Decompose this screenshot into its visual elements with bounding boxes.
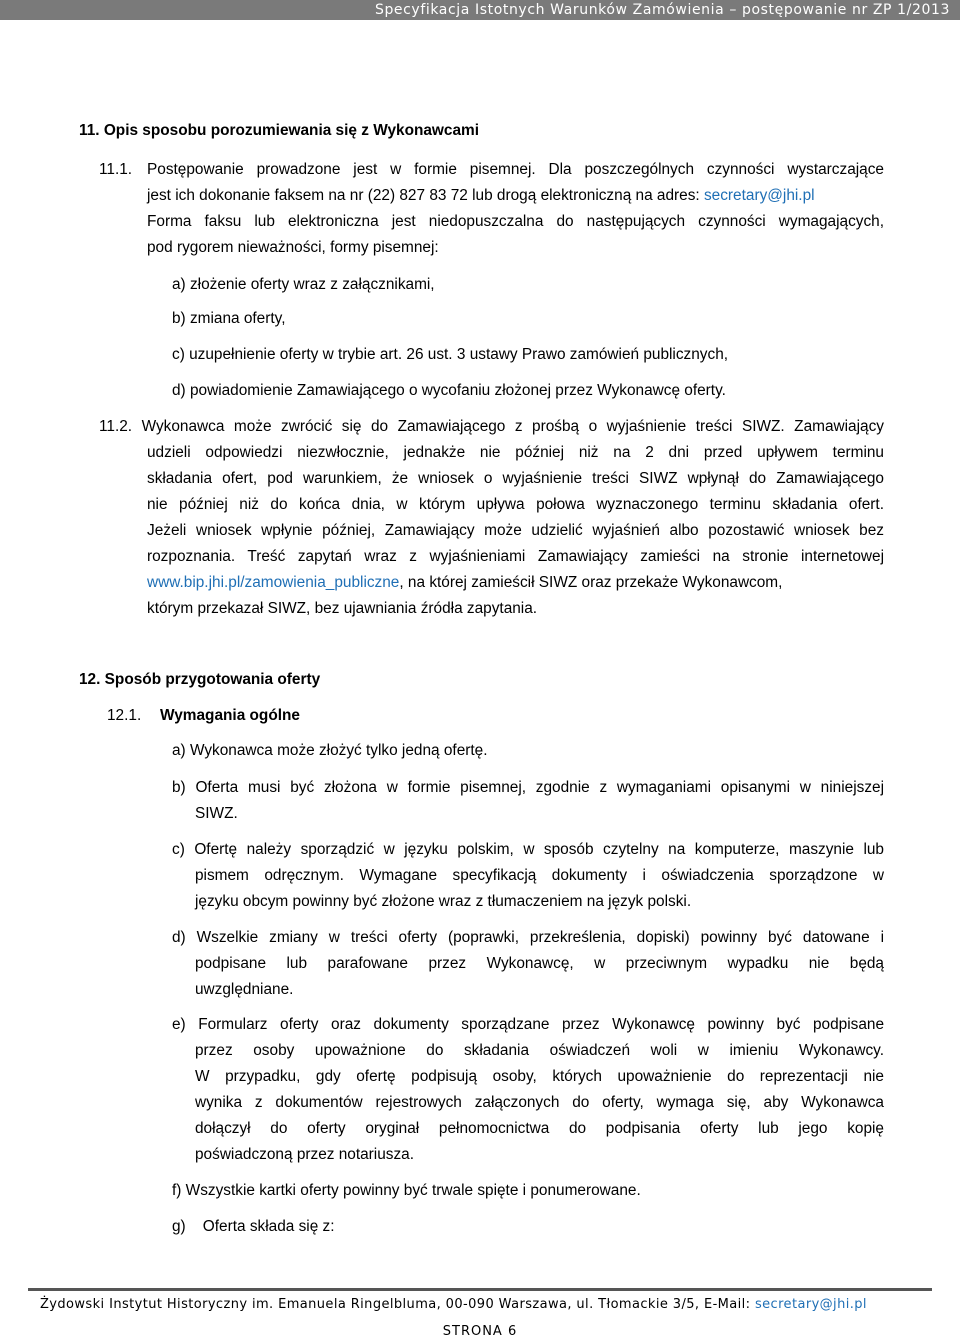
footer-email-link[interactable]: secretary@jhi.pl — [754, 1297, 867, 1312]
list-item-cont: pismem odręcznym. Wymagane specyfikacją dokumenty i oświadczenia sporządzone w — [195, 867, 884, 884]
bip-link[interactable]: www.bip.jhi.pl/zamowienia_publiczne — [147, 574, 400, 591]
list-item: d) powiadomienie Zamawiającego o wycofaniu złożonej przez Wykonawcę oferty. — [172, 382, 726, 399]
list-item-cont: uwzględniane. — [195, 981, 294, 998]
list-item: a) Wykonawca może złożyć tylko jedną ofertę. — [172, 742, 488, 759]
list-item: d) Wszelkie zmiany w treści oferty (poprawki, przekreślenia, dopiski) powinny być datowane i — [172, 929, 884, 946]
para-text: , na której zamieścił SIWZ oraz przekaże Wykonawcom, — [399, 574, 783, 591]
list-item-cont: przez osoby upoważnione do składania oświadczeń woli w imieniu Wykonawcy. — [195, 1042, 884, 1059]
footer-divider — [28, 1288, 932, 1291]
para-text: jest ich dokonanie faksem na nr (22) 827 83 72 lub drogą elektroniczną na adres: — [147, 187, 704, 204]
para-11-1-line: pod rygorem nieważności, formy pisemnej: — [147, 239, 439, 256]
section-11-heading: 11. Opis sposobu porozumiewania się z Wykonawcami — [79, 122, 479, 139]
list-item-cont: poświadczoną przez notariusza. — [195, 1146, 415, 1163]
list-item-cont: dołączył do oferty oryginał pełnomocnictwa do podpisania oferty lub jego kopię — [195, 1120, 884, 1137]
para-11-2-line: udzieli odpowiedzi niezwłocznie, jednakże nie później niż na 2 dni przed upływem terminu — [147, 444, 884, 461]
para-11-2-line: 11.2. Wykonawca może zwrócić się do Zamawiającego z prośbą o wyjaśnienie treści SIWZ. Zamawiający — [99, 418, 884, 435]
subsection-12-1-title: Wymagania ogólne — [160, 707, 300, 724]
list-item: c) uzupełnienie oferty w trybie art. 26 ust. 3 ustawy Prawo zamówień publicznych, — [172, 346, 729, 363]
list-item: b) zmiana oferty, — [172, 310, 286, 327]
para-11-2-line — [147, 570, 884, 596]
header-title: Specyfikacja Istotnych Warunków Zamówienia – postępowanie nr ZP 1/2013 — [374, 2, 950, 18]
para-11-2-line: składania ofert, pod warunkiem, że wniosek o wyjaśnienie treści SIWZ wpłynął do Zamawiającego — [147, 470, 884, 487]
para-11-2-line: rozpoznania. Treść zapytań wraz z wyjaśnieniami Zamawiający zamieści na stronie internetowej — [147, 548, 884, 565]
list-item: g) Oferta składa się z: — [172, 1218, 335, 1235]
para-11-1-number: 11.1. — [99, 161, 133, 178]
subsection-12-1-number: 12.1. — [107, 707, 142, 724]
para-11-2-line: nie później niż do końca dnia, w którym upływa połowa wyznaczonego terminu składania ofert. — [147, 496, 884, 513]
page-number: STRONA 6 — [442, 1324, 518, 1339]
list-item-cont: wynika z dokumentów rejestrowych załączonych do oferty, wymaga się, aby Wykonawca — [195, 1094, 884, 1111]
list-item: f) Wszystkie kartki oferty powinny być trwale spięte i ponumerowane. — [172, 1182, 641, 1199]
list-item: b) Oferta musi być złożona w formie pisemnej, zgodnie z wymaganiami opisanymi w niniejszej — [172, 779, 884, 796]
para-11-2-line: którym przekazał SIWZ, bez ujawniania źródła zapytania. — [147, 600, 538, 617]
page-header — [0, 0, 960, 20]
section-12-heading: 12. Sposób przygotowania oferty — [79, 671, 321, 688]
footer-address — [40, 1297, 920, 1312]
para-11-1-line: Postępowanie prowadzone jest w formie pisemnej. Dla poszczególnych czynności wystarczające — [147, 161, 884, 178]
list-item: c) Ofertę należy sporządzić w języku polskim, w sposób czytelny na komputerze, maszynie lub — [172, 841, 884, 858]
list-item-cont: języku obcym powinny być złożone wraz z tłumaczeniem na język polski. — [195, 893, 692, 910]
list-item-cont: SIWZ. — [195, 805, 238, 822]
email-link[interactable]: secretary@jhi.pl — [703, 187, 815, 204]
para-11-2-line: Jeżeli wniosek wpłynie później, Zamawiający może udzielić wyjaśnień albo pozostawić wniosek bez — [147, 522, 884, 539]
list-item-cont: W przypadku, gdy ofertę podpisują osoby, których upoważnienie do reprezentacji nie — [195, 1068, 884, 1085]
para-11-1-line — [147, 183, 884, 209]
list-item-cont: podpisane lub parafowane przez Wykonawcę, w przeciwnym wypadku nie będą — [195, 955, 884, 972]
para-11-1-line: Forma faksu lub elektroniczna jest niedopuszczalna do następujących czynności wymagających, — [147, 213, 884, 230]
footer-text: Żydowski Instytut Historyczny im. Emanuela Ringelbluma, 00-090 Warszawa, ul. Tłomackie 3/5, E-Mail: — [40, 1297, 755, 1312]
list-item: e) Formularz oferty oraz dokumenty sporządzane przez Wykonawcę powinny być podpisane — [172, 1016, 884, 1033]
list-item: a) złożenie oferty wraz z załącznikami, — [172, 276, 435, 293]
